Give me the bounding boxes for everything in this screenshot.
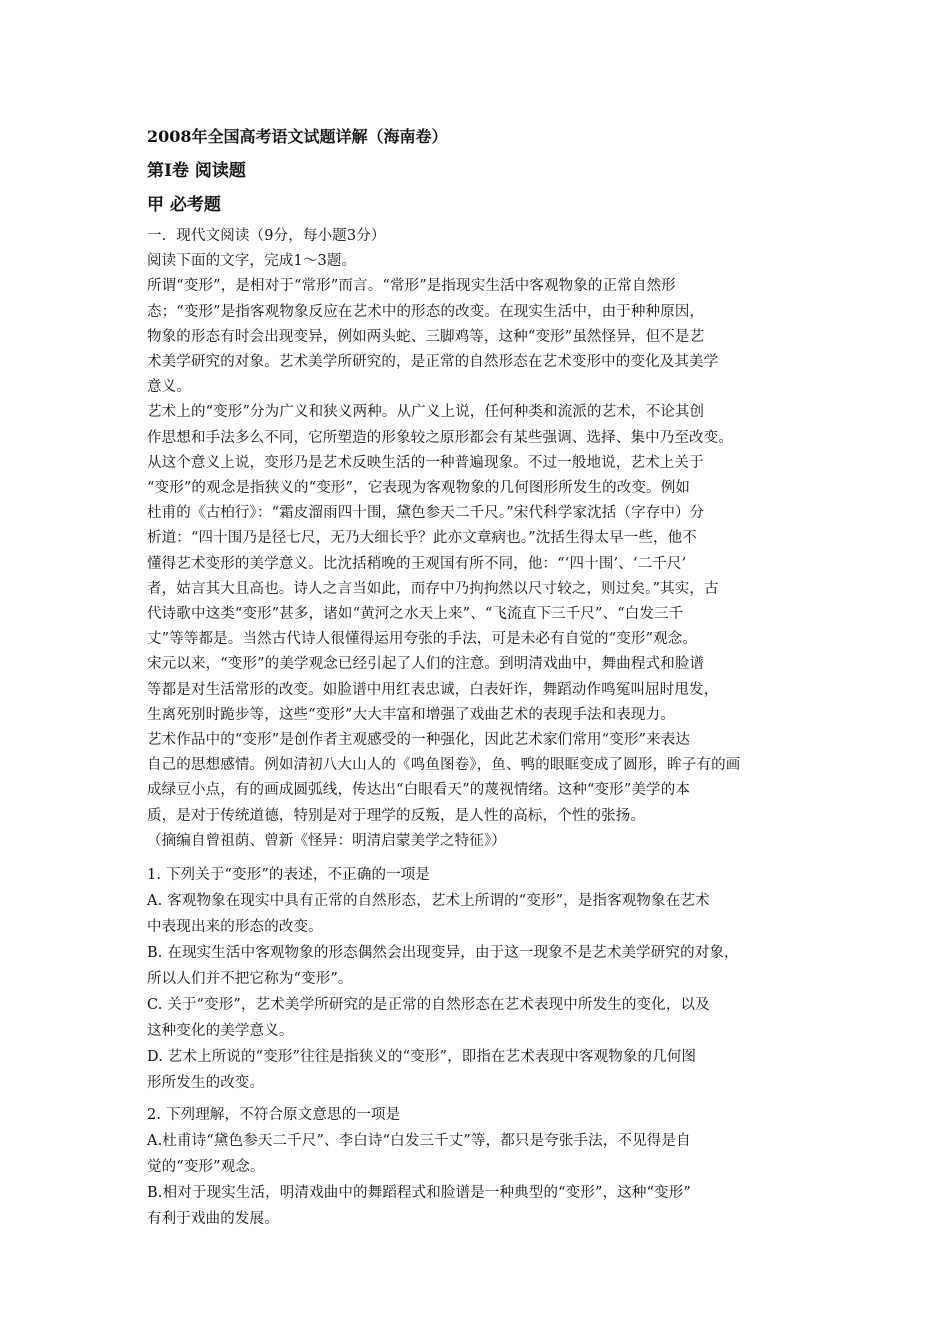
question-line: 所以人们并不把它称为“变形”。 xyxy=(147,971,353,988)
passage-line: 代诗歌中这类“变形”甚多，诸如“黄河之水天上来”、“飞流直下三千尺”、“白发三千 xyxy=(147,606,684,623)
passage-line: 态；“变形”是指客观物象反应在艺术中的形态的改变。在现实生活中，由于种种原因， xyxy=(147,303,705,320)
question-1 xyxy=(147,862,827,1096)
document-title: 2008年全国高考语文试题详解（海南卷） xyxy=(147,127,448,146)
question-line: 形所发生的改变。 xyxy=(147,1075,265,1092)
question-line: C. 关于“变形”，艺术美学所研究的是正常的自然形态在艺术表现中所发生的变化，以及 xyxy=(147,997,710,1014)
passage-line: 术美学研究的对象。艺术美学所研究的，是正常的自然形态在艺术变形中的变化及其美学 xyxy=(147,354,719,371)
passage-line: 者，姑言其大且高也。诗人之言当如此，而存中乃拘拘然以尺寸较之，则过矣。”其实，古 xyxy=(147,580,719,597)
passage-line: 等都是对生活常形的改变。如脸谱中用红表忠诚，白表奸诈，舞蹈动作鸣冤叫屈时甩发， xyxy=(147,681,719,698)
passage-line: 所谓“变形”，是相对于“常形”而言。“常形”是指现实生活中客观物象的正常自然形 xyxy=(147,278,676,295)
passage-line: 自己的思想感情。例如清初八大山人的《鸣鱼图卷》，鱼、鸭的眼眶变成了圆形，眸子有的画 xyxy=(147,757,741,774)
passage-line: 丈”等等都是。当然古代诗人很懂得运用夸张的手法，可是未必有自觉的“变形”观念。 xyxy=(147,631,698,648)
volume-heading: 第Ⅰ卷 阅读题 xyxy=(147,161,246,181)
reading-passage xyxy=(147,274,827,854)
question-line: 1. 下列关于“变形”的表述，不正确的一项是 xyxy=(147,867,431,884)
question-line: 这种变化的美学意义。 xyxy=(147,1023,294,1040)
passage-line: “变形”的观念是指狭义的“变形”，它表现为客观物象的几何图形所发生的改变。例如 xyxy=(147,480,690,497)
question-line: B. 在现实生活中客观物象的形态偶然会出现变异，由于这一现象不是艺术美学研究的对象， xyxy=(147,945,739,962)
passage-line: 艺术上的“变形”分为广义和狭义两种。从广义上说，任何种类和流派的艺术，不论其创 xyxy=(147,404,705,421)
passage-line: 析道：“四十围乃是径七尺，无乃大细长乎？此亦文章病也。”沈括生得太早一些，他不 xyxy=(147,530,697,547)
passage-line: 成绿豆小点，有的画成圆弧线，传达出“白眼看天”的蔑视情绪。这种“变形”美学的本 xyxy=(147,782,690,799)
question-line: A.杜甫诗“黛色参天二千尺”、李白诗“白发三千丈”等，都只是夸张手法，不见得是自 xyxy=(147,1133,691,1150)
question-line: 有利于戏曲的发展。 xyxy=(147,1211,279,1228)
passage-line: 懂得艺术变形的美学意义。比沈括稍晚的王观国有所不同，他：“‘四十围’、‘二千尺’ xyxy=(147,555,687,572)
passage-line: 生离死别时跪步等，这些“变形”大大丰富和增强了戏曲艺术的表现手法和表现力。 xyxy=(147,706,675,723)
passage-line: 质，是对于传统道德，特别是对于理学的反叛，是人性的高标，个性的张扬。 xyxy=(147,807,646,824)
instruction: 阅读下面的文字，完成1～3题。 xyxy=(147,253,357,270)
passage-line: 杜甫的《古柏行》：“霜皮溜雨四十围，黛色参天二千尺。”宋代科学家沈括（字存中）分 xyxy=(147,505,705,522)
passage-line: 从这个意义上说，变形乃是艺术反映生活的一种普遍现象。不过一般地说，艺术上关于 xyxy=(147,454,704,471)
section-heading: 甲 必考题 xyxy=(147,195,221,215)
passage-line: 物象的形态有时会出现变异，例如两头蛇、三脚鸡等，这种“变形”虽然怪异，但不是艺 xyxy=(147,328,705,345)
part-heading: 一．现代文阅读（9分，每小题3分） xyxy=(147,228,386,244)
question-line: 觉的“变形”观念。 xyxy=(147,1159,265,1176)
question-line: 2. 下列理解，不符合原文意思的一项是 xyxy=(147,1107,401,1124)
document-body xyxy=(147,124,827,1232)
passage-line: 宋元以来，“变形”的美学观念已经引起了人们的注意。到明清戏曲中，舞曲程式和脸谱 xyxy=(147,656,705,673)
question-line: D. 艺术上所说的“变形”往往是指狭义的“变形”，即指在艺术表现中客观物象的几何图 xyxy=(147,1049,697,1066)
passage-line: （摘编自曾祖荫、曾新《怪异：明清启蒙美学之特征》） xyxy=(147,832,506,849)
question-line: A. 客观物象在现实中具有正常的自然形态，艺术上所谓的“变形”，是指客观物象在艺术 xyxy=(147,893,710,910)
question-2 xyxy=(147,1102,827,1232)
question-line: 中表现出来的形态的改变。 xyxy=(147,919,323,936)
passage-line: 作思想和手法多么不同，它所塑造的形象较之原形都会有某些强调、选择、集中乃至改变。 xyxy=(147,429,733,446)
passage-line: 艺术作品中的“变形”是创作者主观感受的一种强化，因此艺术家们常用“变形”来表达 xyxy=(147,732,690,749)
question-line: B.相对于现实生活，明清戏曲中的舞蹈程式和脸谱是一种典型的“变形”，这种“变形” xyxy=(147,1185,691,1202)
passage-line: 意义。 xyxy=(147,379,191,396)
